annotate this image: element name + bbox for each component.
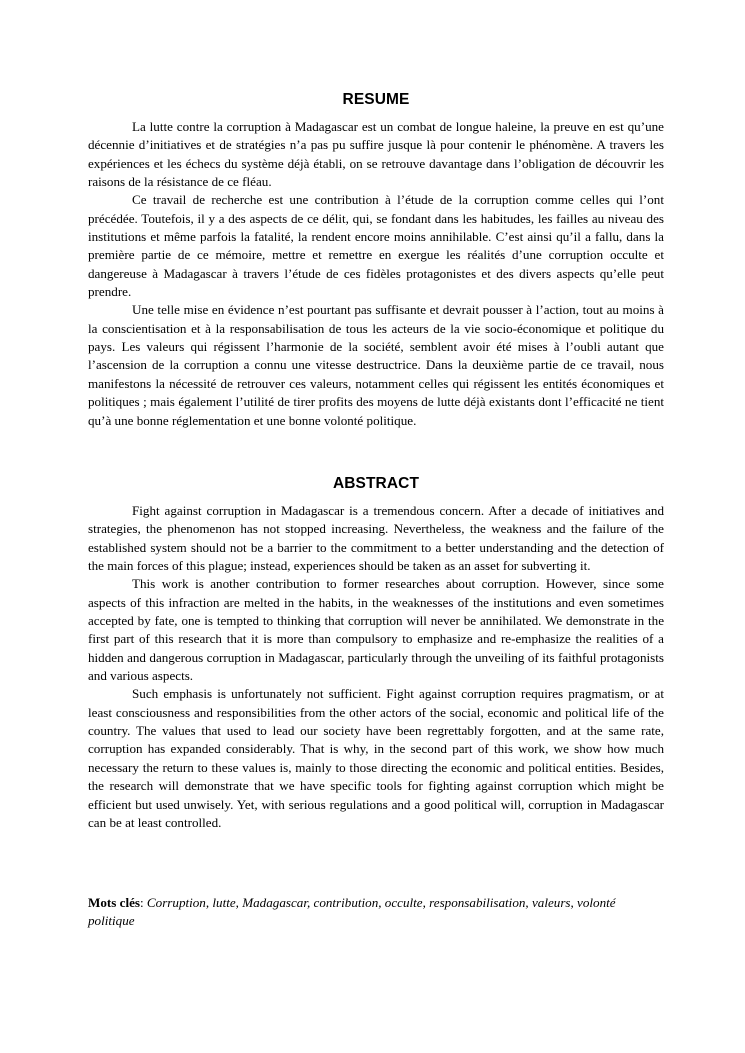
abstract-paragraph-1: Fight against corruption in Madagascar is a tremendous concern. After a decade of initiatives and strategies, the phenomenon has not stopped increasing. Nevertheless, the weakness and the failure of the established system should not be a barrier to the commitment to a better understanding and the detection of the main forces of this plague; instead, experiences should be taken as an asset for subverting it. <box>88 503 664 574</box>
resume-paragraph-1: La lutte contre la corruption à Madagascar est un combat de longue haleine, la preuve en est qu’une décennie d’initiatives et de stratégies n’a pas pu suffire jusque là pour contenir le phénomène. A travers les expériences et les échecs du système déjà établi, on se retrouve davantage dans l’obligation de découvrir les raisons de la résistance de ce fléau. <box>88 119 664 190</box>
resume-body <box>88 118 664 430</box>
keywords-separator: : <box>140 895 147 910</box>
abstract-body <box>88 502 664 832</box>
abstract-title: ABSTRACT <box>332 475 420 492</box>
resume-paragraph-2: Ce travail de recherche est une contribution à l’étude de la corruption comme celles qui l’ont précédée. Toutefois, il y a des aspects de ce délit, qui, se fondant dans les habitudes, les failles au niveau des institutions et même parfois la fatalité, la rendent encore moins annihilable. C’est ainsi qu’il a fallu, dans la première partie de ce mémoire, mettre et remettre en exergue les réalités d’une corruption occulte et dangereuse à Madagascar à travers l’étude de ces fidèles protagonistes et des divers aspects qu’elle peut prendre. <box>88 192 664 300</box>
resume-paragraph-3: Une telle mise en évidence n’est pourtant pas suffisante et devrait pousser à l’action, tout au moins à la conscientisation et à la responsabilisation de tous les acteurs de la vie socio-économique et politique du pays. Les valeurs qui régissent l’harmonie de la société, semblent avoir été mises à l’oubli autant que l’ascension de la corruption a connu une vitesse destructrice. Dans la deuxième partie de ce travail, nous manifestons la nécessité de retrouver ces valeurs, notamment celles qui régissent les entités économiques et politiques ; mais également l’utilité de tirer profits des moyens de lutte déjà existants dont l’efficacité ne tient qu’à une bonne réglementation et une bonne volonté politique. <box>88 302 664 428</box>
abstract-paragraph-3: Such emphasis is unfortunately not sufficient. Fight against corruption requires pragmatism, or at least consciousness and responsibilities from the other actors of the social, economic and political life of the country. The values that used to lead our society have been regrettably forgotten, and at the same rate, corruption has expanded considerably. That is why, in the second part of this work, we show how much necessary the return to these values is, mainly to those directing the economic and political entities. Besides, the research will demonstrate that we have specific tools for fighting against corruption which might be efficient but used unwisely. Yet, with serious regulations and a good political will, corruption in Madagascar can be at least controlled. <box>88 686 664 830</box>
keywords-list: Corruption, lutte, Madagascar, contribution, occulte, responsabilisation, valeurs, volonté politique <box>88 895 616 929</box>
abstract-paragraph-2: This work is another contribution to former researches about corruption. However, since some aspects of this infraction are melted in the habits, in the weaknesses of the institutions and even sometimes accepted by fate, one is tempted to thinking that corruption will never be annihilated. We demonstrate in the first part of this research that it is more than compulsory to emphasize and re-emphasize the realities of a hidden and dangerous corruption in Madagascar, particularly through the unveiling of its faithful protagonists and various aspects. <box>88 576 664 684</box>
resume-title: RESUME <box>342 91 410 108</box>
keywords-label: Mots clés <box>88 895 140 910</box>
keywords <box>88 894 664 931</box>
